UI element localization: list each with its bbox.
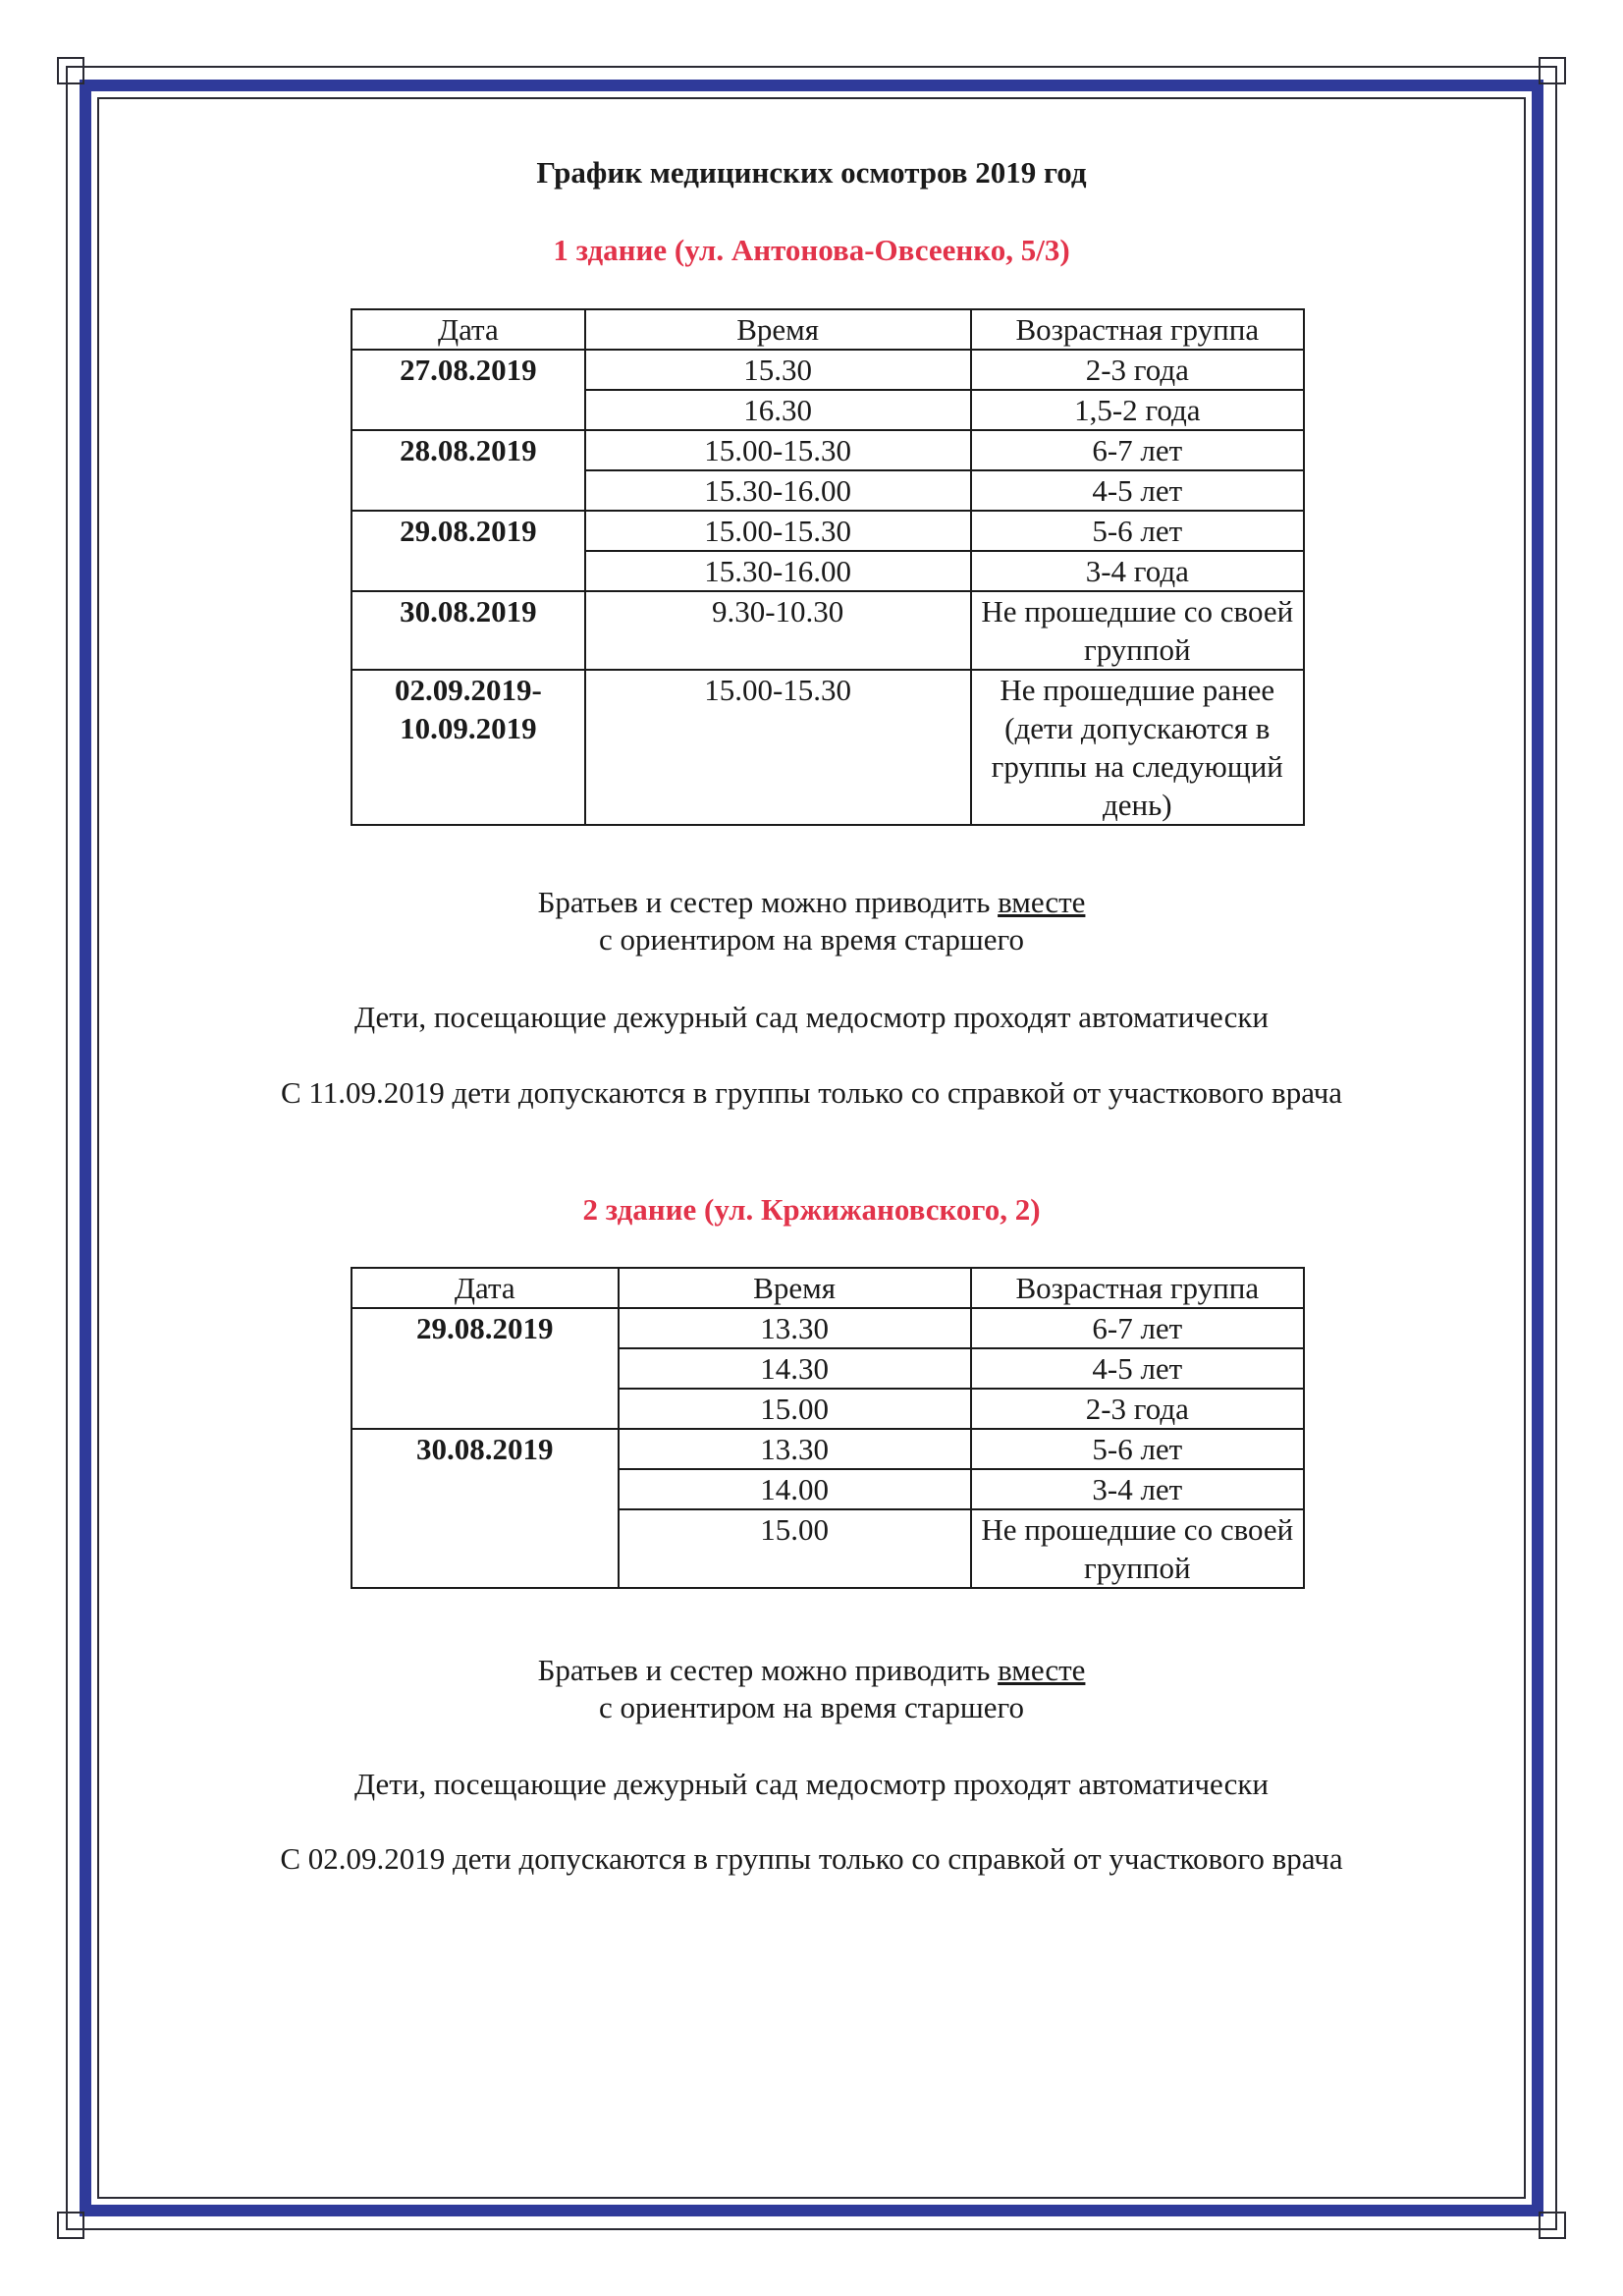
- column-header-age-group: Возрастная группа: [971, 1268, 1304, 1308]
- building2-heading: 2 здание (ул. Кржижановского, 2): [582, 1192, 1041, 1227]
- table-row: [352, 430, 1304, 470]
- time-cell: 15.00-15.30: [585, 670, 971, 825]
- time-cell: 15.30: [585, 350, 971, 390]
- time-cell: 15.30-16.00: [585, 551, 971, 591]
- time-cell: 15.00-15.30: [585, 511, 971, 551]
- age-cell: 5-6 лет: [971, 511, 1304, 551]
- date-cell: 30.08.2019: [352, 591, 585, 670]
- time-cell: 15.00: [619, 1509, 971, 1588]
- date-cell: 29.08.2019: [352, 511, 585, 591]
- time-cell: 14.00: [619, 1469, 971, 1509]
- siblings-note-text-2: с ориентиром на время старшего: [598, 922, 1024, 957]
- time-cell: 15.30-16.00: [585, 470, 971, 511]
- building2-schedule-table: [351, 1267, 1305, 1589]
- date-cell: 28.08.2019: [352, 430, 585, 511]
- date-cell: 29.08.2019: [352, 1308, 619, 1429]
- age-cell: 2-3 года: [971, 1389, 1304, 1429]
- table-row: [352, 1308, 1304, 1348]
- building1-siblings-note: [0, 884, 1623, 958]
- time-cell: 16.30: [585, 390, 971, 430]
- age-cell: Не прошедшие ранее (дети допускаются в группы на следующий день): [971, 670, 1304, 825]
- age-cell: Не прошедшие со своей группой: [971, 1509, 1304, 1588]
- table-header-row: [352, 1268, 1304, 1308]
- building2-siblings-note: [0, 1652, 1623, 1726]
- building1-schedule-table: [351, 308, 1305, 826]
- time-cell: 15.00-15.30: [585, 430, 971, 470]
- building1-certificate-note: С 11.09.2019 дети допускаются в группы только со справкой от участкового врача: [280, 1075, 1343, 1110]
- siblings-note-text: Братьев и сестер можно приводить: [537, 885, 991, 919]
- column-header-date: Дата: [352, 309, 585, 350]
- age-cell: 3-4 лет: [971, 1469, 1304, 1509]
- age-cell: 1,5-2 года: [971, 390, 1304, 430]
- age-cell: 6-7 лет: [971, 430, 1304, 470]
- column-header-time: Время: [585, 309, 971, 350]
- time-cell: 13.30: [619, 1308, 971, 1348]
- age-cell: 4-5 лет: [971, 1348, 1304, 1389]
- building1-heading: 1 здание (ул. Антонова-Овсеенко, 5/3): [553, 233, 1070, 267]
- column-header-age-group: Возрастная группа: [971, 309, 1304, 350]
- column-header-date: Дата: [352, 1268, 619, 1308]
- table-row: [352, 1429, 1304, 1469]
- frame-corner-top-right: [1539, 57, 1566, 84]
- siblings-note-underlined: вместе: [998, 885, 1086, 919]
- document-title: График медицинских осмотров 2019 год: [536, 155, 1087, 190]
- siblings-note-underlined: вместе: [998, 1653, 1086, 1687]
- table-row: [352, 350, 1304, 390]
- frame-corner-bottom-right: [1539, 2212, 1566, 2239]
- date-cell: 02.09.2019-10.09.2019: [352, 670, 585, 825]
- siblings-note-text-2: с ориентиром на время старшего: [598, 1690, 1024, 1724]
- age-cell: 5-6 лет: [971, 1429, 1304, 1469]
- time-cell: 9.30-10.30: [585, 591, 971, 670]
- table-row: [352, 511, 1304, 551]
- age-cell: 2-3 года: [971, 350, 1304, 390]
- siblings-note-text: Братьев и сестер можно приводить: [537, 1653, 991, 1687]
- time-cell: 15.00: [619, 1389, 971, 1429]
- age-cell: 3-4 года: [971, 551, 1304, 591]
- time-cell: 14.30: [619, 1348, 971, 1389]
- age-cell: Не прошедшие со своей группой: [971, 591, 1304, 670]
- age-cell: 6-7 лет: [971, 1308, 1304, 1348]
- time-cell: 13.30: [619, 1429, 971, 1469]
- date-cell: 30.08.2019: [352, 1429, 619, 1588]
- date-cell: 27.08.2019: [352, 350, 585, 430]
- table-row: [352, 670, 1304, 825]
- frame-corner-bottom-left: [57, 2212, 84, 2239]
- table-row: [352, 591, 1304, 670]
- building2-duty-note: Дети, посещающие дежурный сад медосмотр проходят автоматически: [354, 1767, 1269, 1801]
- column-header-time: Время: [619, 1268, 971, 1308]
- building1-duty-note: Дети, посещающие дежурный сад медосмотр проходят автоматически: [354, 1000, 1269, 1034]
- age-cell: 4-5 лет: [971, 470, 1304, 511]
- building2-certificate-note: С 02.09.2019 дети допускаются в группы только со справкой от участкового врача: [280, 1841, 1343, 1876]
- frame-corner-top-left: [57, 57, 84, 84]
- table-header-row: [352, 309, 1304, 350]
